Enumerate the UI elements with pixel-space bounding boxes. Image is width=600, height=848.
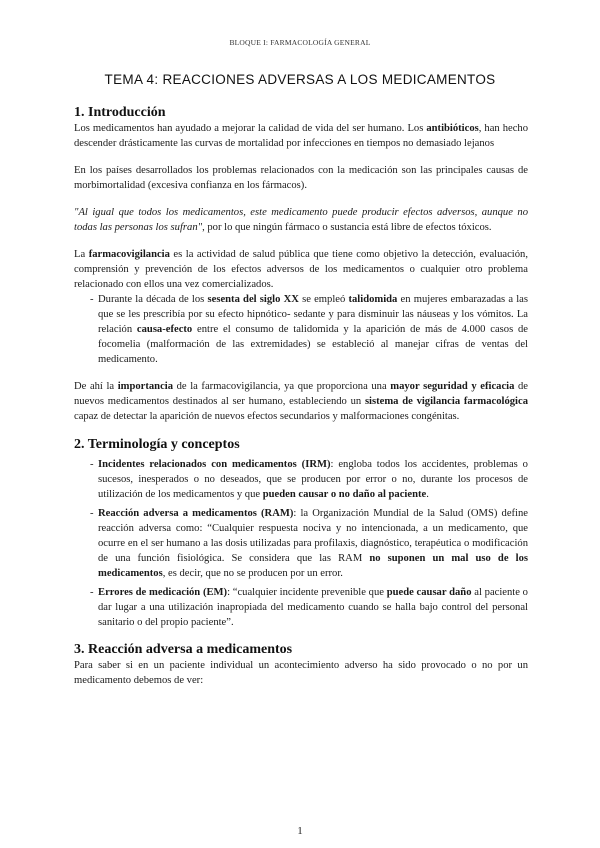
running-header: BLOQUE I: FARMACOLOGÍA GENERAL (229, 38, 371, 47)
list-item: - Reacción adversa a medicamentos (RAM): la Organización Mundial de la Salud (OMS) define reacción adversa como: “Cualquier respuesta nociva y no intencionada, a un medicamento, que ocurre en el ser humano a las dosis utilizadas para profilaxis, diagnóstico, terapéutica o modificación de una función fisiológica. Se considera que las RAM no suponen un mal uso de los medicamentos, es decir, que no se producen por un error. (74, 506, 528, 581)
section-1-heading: 1. Introducción (74, 105, 166, 120)
thalidomide-list (74, 292, 528, 367)
document-body (74, 104, 528, 688)
list-item: - Errores de medicación (EM): “cualquier incidente prevenible que puede causar daño al paciente o dar lugar a una utilización inapropiada del medicamento cuando se halla bajo control del personal sanitario o del propio paciente”. (74, 585, 528, 630)
importance-paragraph: De ahí la importancia de la farmacovigilancia, ya que proporciona una mayor seguridad y eficacia de nuevos medicamentos destinados al ser humano, estableciendo un sistema de vigilancia farmacológica capaz de detectar la aparición de nuevos efectos secundarios y malformaciones congénitas. (74, 381, 528, 422)
intro-paragraph-1: Los medicamentos han ayudado a mejorar la calidad de vida del ser humano. Los antibióticos, han hecho descender drásticamente las curvas de mortalidad por infecciones en tiempos no demasiado lejanos (74, 123, 528, 149)
intro-paragraph-2: En los países desarrollados los problemas relacionados con la medicación son las principales causas de morbimortalidad (excesiva confianza en los fármacos). (74, 165, 528, 191)
page-number: 1 (297, 825, 303, 837)
list-item: - Incidentes relacionados con medicamentos (IRM): engloba todos los accidentes, problemas o sucesos, inesperados o no deseados, que se producen por error o no, durante los procesos de utilización de los medicamentos y que pueden causar o no daño al paciente. (74, 457, 528, 502)
intro-quote-paragraph: "Al igual que todos los medicamentos, este medicamento puede producir efectos adversos, aunque no todas las personas los sufran", por lo que ningún fármaco o sustancia está libre de efectos tóxicos. (74, 207, 528, 233)
list-item: - Durante la década de los sesenta del siglo XX se empleó talidomida en mujeres embarazadas a las que se les prescribía por su efecto hipnótico- sedante y para disminuir las náuseas y los vómitos. La relación causa-efecto entre el consumo de talidomida y la aparición de más de 4.000 casos de focomelia (malformación de las extremidades) se estableció al manejar cifras de ventas del medicamento. (74, 292, 528, 367)
section-2-heading: 2. Terminología y conceptos (74, 437, 240, 452)
pharmacovigilance-definition: La farmacovigilancia es la actividad de salud pública que tiene como objetivo la detección, evaluación, comprensión y prevención de los efectos adversos de los medicamentos o cualquier otro problema relacionado con ellos una vez comercializados. (74, 249, 528, 290)
section-3-heading: 3. Reacción adversa a medicamentos (74, 642, 293, 657)
terminology-list (74, 457, 528, 630)
page-title: TEMA 4: REACCIONES ADVERSAS A LOS MEDICAMENTOS (104, 72, 496, 87)
section-3-paragraph: Para saber si en un paciente individual un acontecimiento adverso ha sido provocado o no por un medicamento debemos de ver: (74, 660, 528, 686)
